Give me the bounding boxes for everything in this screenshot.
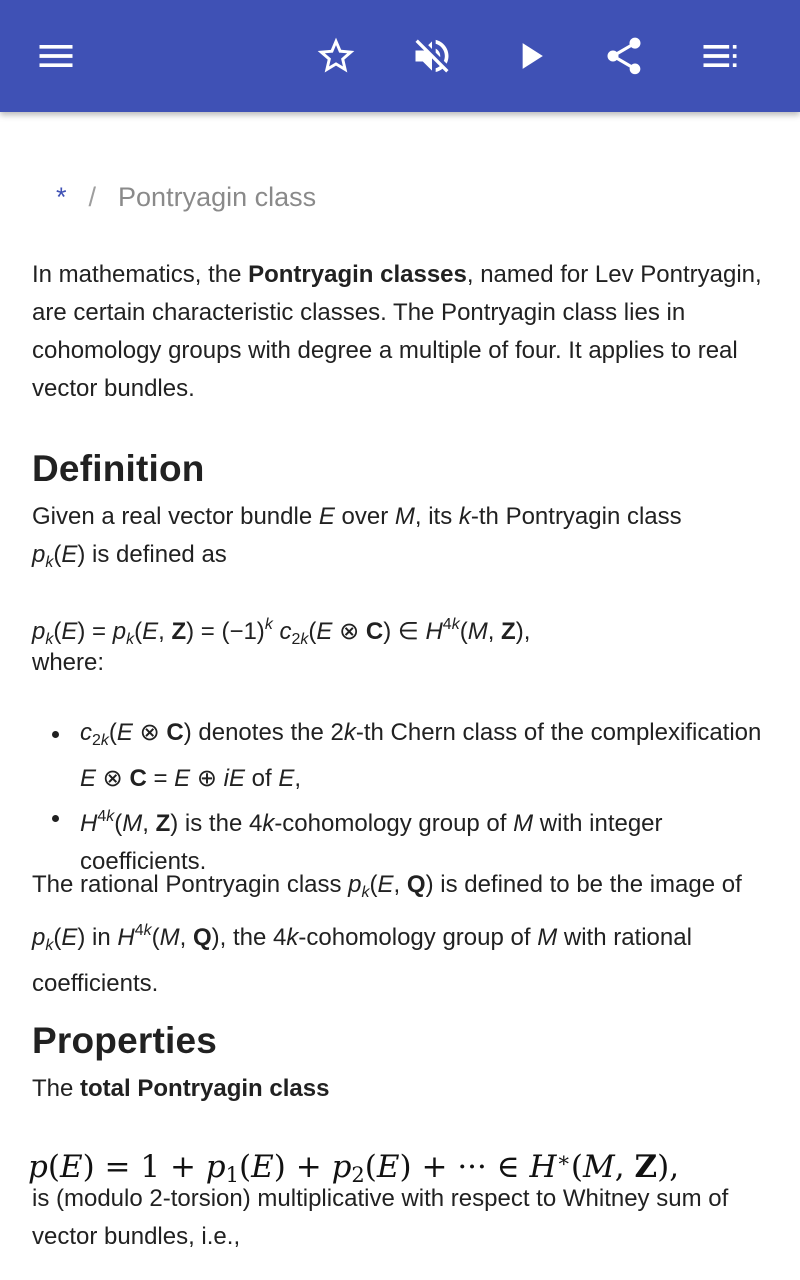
bullet-var-k: k [262,810,275,837]
share-button[interactable] [596,28,652,84]
bullet-var-k: k [343,719,356,746]
def-text: over [334,503,395,530]
def-text: Given a real vector bundle [32,503,319,530]
bullet-var-m: M [513,810,534,837]
play-button[interactable] [502,28,558,84]
def-sub-k: k [45,554,54,571]
rational-text: with rational coefficients. [32,924,692,997]
intro-paragraph [32,256,772,408]
menu-button[interactable] [28,28,84,84]
total-class-formula: $p(E) = 1 + p_1(E) + p_2(E)$ + ··· ∈ H∗(M, Z), [28,1148,680,1187]
rational-text: is defined to be the image of [433,871,742,898]
play-icon [508,34,552,78]
rational-var-k: k [286,924,299,951]
share-icon [602,34,646,78]
def-text: ) is defined as [77,541,227,568]
def-var-m: M [394,503,415,530]
multiplicative-paragraph: is (modulo 2-torsion) multiplicative with respect to Whitney sum of vector bundles, i.e., [32,1185,729,1250]
definition-heading: Definition [32,448,205,489]
intro-text-2: , named for Lev Pontryagin, are certain characteristic classes. The Pontryagin class lies in cohomology groups with degree a multiple of four. It applies to real vector bundles. [32,261,762,402]
intro-bold-term: Pontryagin classes [248,261,467,288]
properties-text: The [32,1075,81,1102]
breadcrumb-current: Pontryagin class [118,182,317,212]
where-label: where: [32,649,105,676]
definition-formula: $p_k(E) = p_k(E$, $Z) = (-1)^k$ $c_{2k}(E$ ⊗ C) ∈ $H^{4k}(M$, Z), [32,616,531,648]
rational-var-m: M [537,924,558,951]
star-icon [314,34,358,78]
rational-text: -cohomology group of [298,924,538,951]
def-var-e: E [61,541,78,568]
favorite-button[interactable] [308,28,364,84]
bullet-text: with integer coefficients. [80,810,663,875]
menu-icon [34,34,78,78]
def-text: ( [53,541,62,568]
volume-off-icon [410,34,454,78]
def-var-k: k [458,503,471,530]
mute-button[interactable] [404,28,460,84]
def-text: , its [414,503,459,530]
bullet-text: is the 4 [178,810,263,837]
def-var-e: E [318,503,335,530]
def-text: -th Pontryagin class [470,503,682,530]
rational-text: , the 4 [219,924,287,951]
rational-paragraph: The rational Pontryagin class $p_k(E$, Q) is defined to be the image of $p_k(E)$ in $H^{4k}(M$, Q), the 4k-cohomology group of M with rational coefficients. [32,871,742,997]
breadcrumb [56,182,316,213]
breadcrumb-home-link[interactable]: * [56,182,67,212]
properties-heading: Properties [32,1020,218,1061]
def-var-p: p [32,541,46,568]
list-item: $H^{4k}(M$, Z) is the 4k-cohomology group of M with integer coefficients. [32,798,772,881]
bullet-text: -th Chern class of the complexification [355,719,762,746]
bullet-text: denotes the 2 [191,719,344,746]
contents-button[interactable] [692,28,748,84]
rational-text: in [85,924,118,951]
rational-text: The rational Pontryagin class [32,871,349,898]
list-icon [698,34,742,78]
definition-paragraph [32,498,772,582]
definition-bullet-list [32,714,772,881]
app-bar [0,0,800,112]
breadcrumb-separator: / [88,182,97,212]
properties-bold-term: total Pontryagin class [80,1075,330,1102]
bullet-text: -cohomology group of [274,810,514,837]
properties-paragraph [32,1070,772,1108]
intro-text-1: In mathematics, the [32,261,249,288]
list-item: $c_{2k}(E$ ⊗ C) denotes the 2k-th Chern class of the complexification E ⊗ C = E ⊕ iE of E, [32,714,772,798]
